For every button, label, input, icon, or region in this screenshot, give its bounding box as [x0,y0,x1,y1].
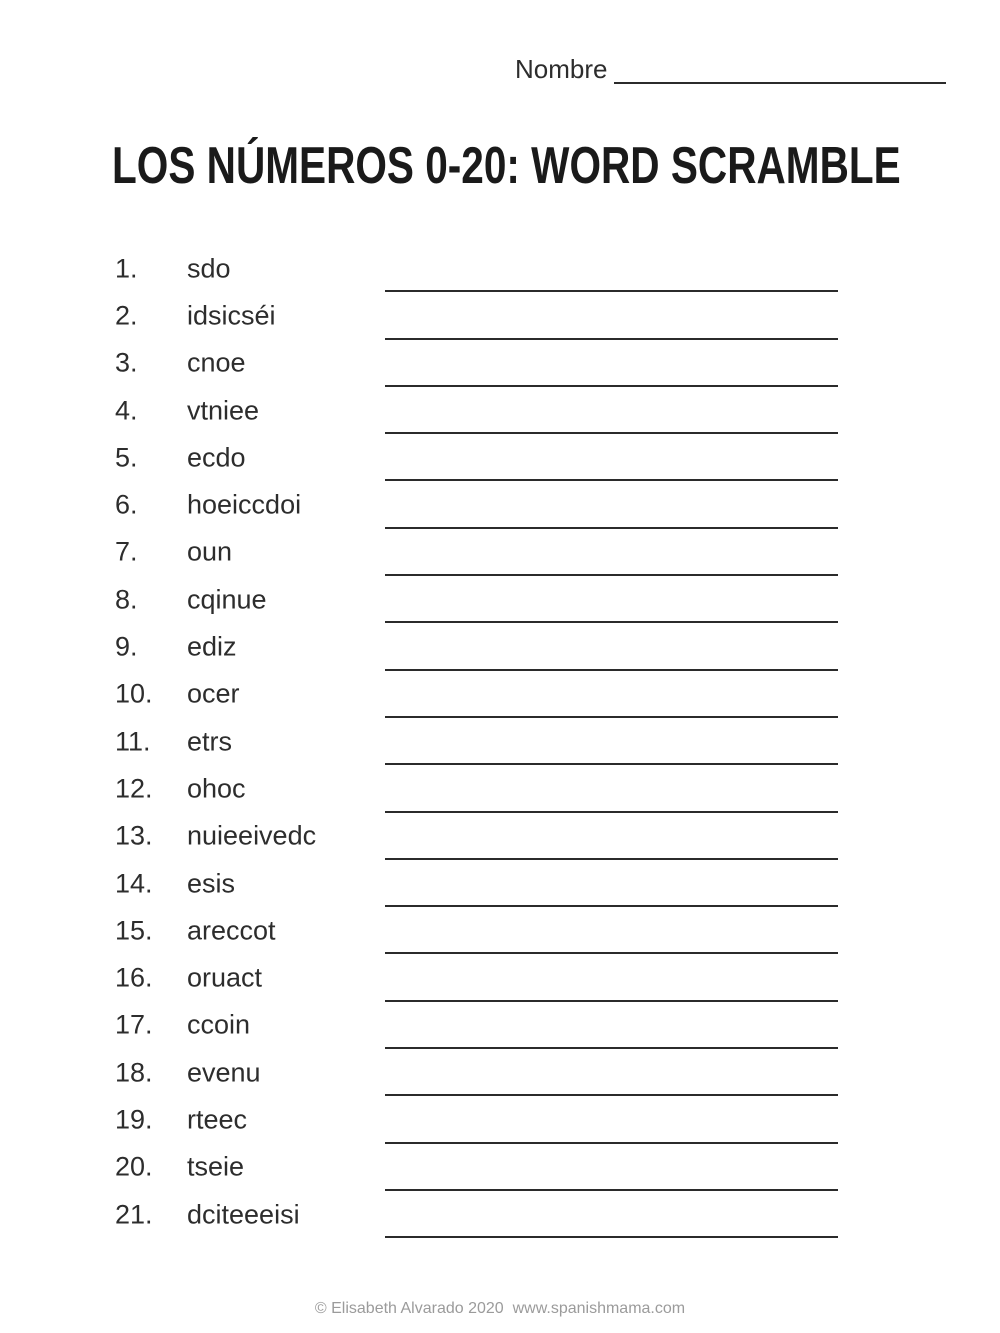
footer-copyright: © Elisabeth Alvarado 2020 www.spanishmama.com [314,1300,686,1317]
item-number: 13. [115,820,153,851]
item-number: 14. [115,868,153,898]
list-item [115,481,885,528]
name-blank-line[interactable] [614,52,946,84]
list-item [115,623,885,670]
scramble-list [115,245,885,1238]
item-number: 15. [115,915,153,946]
item-number: 2. [115,300,138,331]
scrambled-word: idsicséi [187,300,276,331]
scrambled-word: esis [187,868,236,898]
list-item [115,1096,885,1143]
item-number: 18. [115,1057,153,1088]
item-number: 9. [115,631,138,662]
name-field [515,52,946,84]
list-item [115,1144,885,1191]
list-item [115,954,885,1001]
list-item [115,813,885,860]
list-item [115,1002,885,1049]
scrambled-word: oun [187,536,233,567]
item-number: 17. [115,1009,153,1040]
scrambled-word: tseie [187,1151,245,1182]
item-number: 19. [115,1104,153,1135]
item-number: 11. [115,726,151,757]
answer-blank-line[interactable] [385,1236,838,1238]
scrambled-word: oruact [187,962,263,993]
item-number: 21. [115,1199,153,1230]
item-number: 12. [115,773,153,804]
scrambled-word: areccot [187,915,276,946]
item-number: 6. [115,489,138,520]
list-item [115,907,885,954]
scrambled-word: dciteeeisi [187,1199,300,1230]
scrambled-word: rteec [187,1104,248,1135]
page-title: LOS NÚMEROS 0-20: WORD SCRAMBLE [112,137,901,195]
list-item [115,671,885,718]
item-number: 10. [115,678,153,709]
item-number: 1. [115,253,138,284]
scrambled-word: cqinue [187,584,267,615]
scrambled-word: hoeiccdoi [187,489,302,520]
scrambled-word: ecdo [187,442,246,473]
list-item [115,718,885,765]
list-item [115,1049,885,1096]
list-item [115,860,885,907]
item-number: 8. [115,584,138,615]
scrambled-word: ccoin [187,1009,251,1040]
list-item [115,292,885,339]
item-number: 5. [115,442,138,473]
list-item [115,1191,885,1238]
list-item [115,434,885,481]
scrambled-word: nuieeivedc [187,820,317,851]
scrambled-word: sdo [187,253,231,284]
scrambled-word: ocer [187,678,240,709]
scrambled-word: ohoc [187,773,246,804]
name-label: Nombre [515,54,608,84]
item-number: 16. [115,962,153,993]
scrambled-word: ediz [187,631,237,662]
item-number: 3. [115,347,138,378]
scrambled-word: evenu [187,1057,261,1088]
list-item [115,576,885,623]
scrambled-word: cnoe [187,347,246,378]
list-item [115,340,885,387]
item-number: 4. [115,395,138,426]
item-number: 7. [115,536,138,567]
list-item [115,529,885,576]
item-number: 20. [115,1151,153,1182]
list-item [115,387,885,434]
scrambled-word: vtniee [187,395,260,426]
list-item [115,245,885,292]
list-item [115,765,885,812]
scrambled-word: etrs [187,726,233,757]
